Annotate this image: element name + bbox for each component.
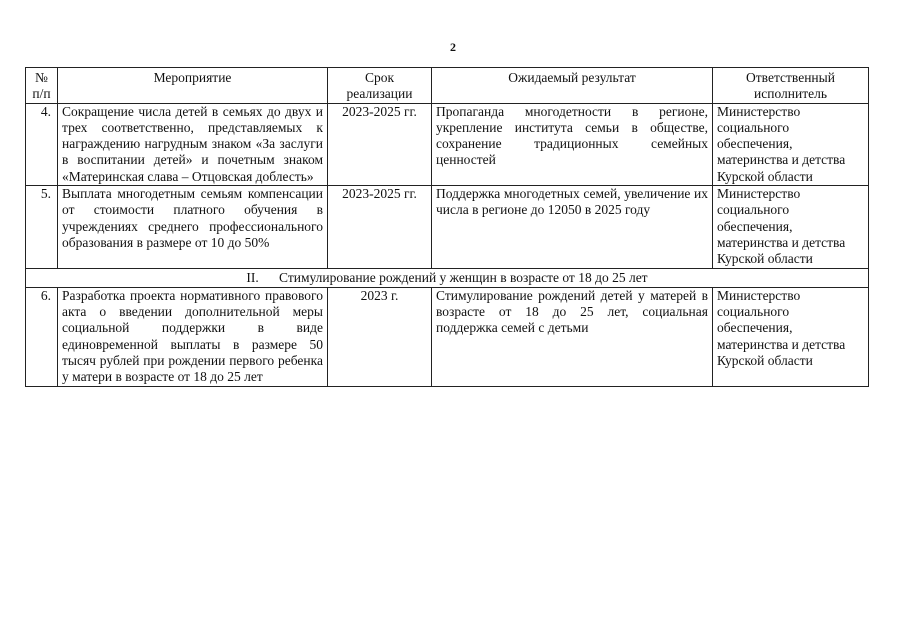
header-event: Мероприятие [58, 68, 328, 104]
row-responsible [713, 186, 869, 268]
header-num-line1: № [35, 70, 48, 85]
row-result: Поддержка многодетных семей, увеличение их числа в регионе до 12050 в 2025 году [432, 186, 713, 268]
row-num: 6. [26, 287, 58, 386]
responsible-line: Курской области [717, 251, 813, 267]
responsible-line: обеспечения, [717, 320, 793, 336]
section-heading-row [26, 268, 869, 287]
responsible-line: Министерство [717, 103, 801, 119]
table-row [26, 186, 869, 268]
table-row [26, 287, 869, 386]
row-event: Разработка проекта нормативного правового акта о введении дополнительной меры социальной поддержки в виде единовременной выплаты в размере 50 тысяч рублей при рождении первого ребенка у матери в возрасте от 18 до 25 лет [58, 287, 328, 386]
table-row [26, 103, 869, 185]
measures-table [25, 67, 869, 387]
responsible-line: материнства и детства [717, 336, 846, 352]
row-event: Сокращение числа детей в семьях до двух и трех соответственно, представляемых к награждению нагрудным знаком «За заслуги в воспитании детей» и почетным знаком «Материнская слава – Отцовская доблесть» [58, 103, 328, 185]
row-result: Пропаганда многодетности в регионе, укрепление института семьи в обществе, сохранение традиционных семейных ценностей [432, 103, 713, 185]
header-num-line2: п/п [32, 86, 51, 102]
responsible-line: материнства и детства [717, 234, 846, 250]
row-event: Выплата многодетным семьям компенсации от стоимости платного обучения в учреждениях среднего профессионального образования в размере от 10 до 50% [58, 186, 328, 268]
responsible-line: социального [717, 202, 790, 218]
header-responsible-line2: исполнитель [754, 86, 827, 102]
row-result: Стимулирование рождений детей у матерей в возрасте от 18 до 25 лет, социальная поддержка семей с детьми [432, 287, 713, 386]
table-header-row [26, 68, 869, 104]
responsible-line: социального [717, 119, 790, 135]
section-heading: II. Стимулирование рождений у женщин в возрасте от 18 до 25 лет [26, 268, 869, 287]
row-responsible [713, 287, 869, 386]
row-num: 5. [26, 186, 58, 268]
header-term-line1: Срок [364, 70, 395, 85]
row-term: 2023 г. [328, 287, 432, 386]
row-term: 2023-2025 гг. [328, 103, 432, 185]
header-num [26, 68, 58, 104]
header-term [328, 68, 432, 104]
responsible-line: Курской области [717, 168, 813, 184]
row-term: 2023-2025 гг. [328, 186, 432, 268]
responsible-line: Министерство [717, 287, 801, 303]
header-responsible-line1: Ответственный [746, 70, 835, 85]
header-result: Ожидаемый результат [432, 68, 713, 104]
page-number: 2 [450, 40, 456, 54]
responsible-line: обеспечения, [717, 218, 793, 234]
responsible-line: социального [717, 304, 790, 320]
row-num: 4. [26, 103, 58, 185]
header-responsible [713, 68, 869, 104]
responsible-line: материнства и детства [717, 152, 846, 168]
row-responsible [713, 103, 869, 185]
header-term-line2: реализации [346, 86, 413, 102]
responsible-line: Курской области [717, 353, 813, 369]
responsible-line: Министерство [717, 186, 801, 202]
responsible-line: обеспечения, [717, 136, 793, 152]
